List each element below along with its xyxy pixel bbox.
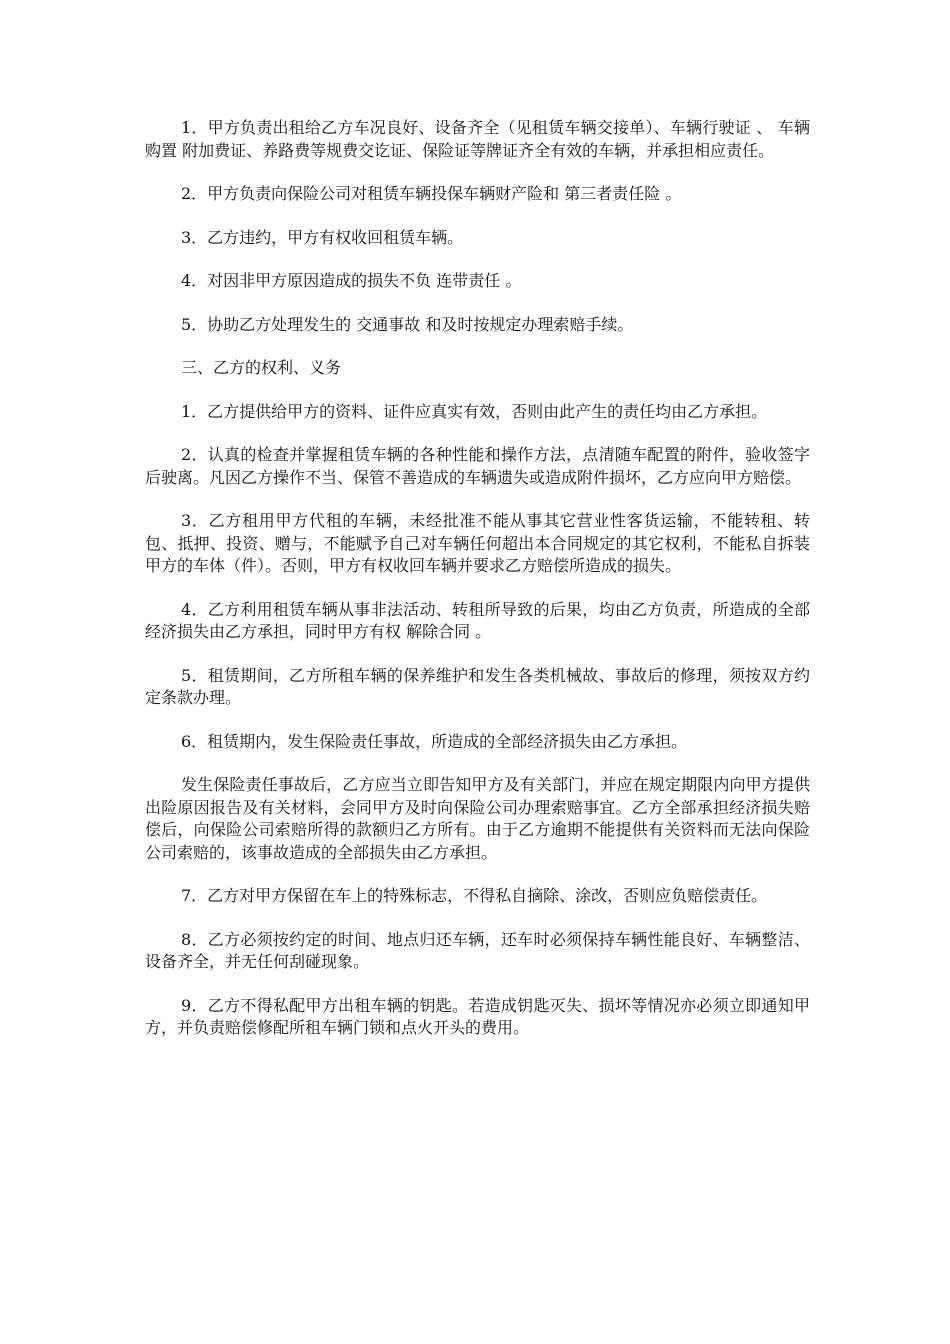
clause-b-6-detail: 发生保险责任事故后，乙方应当立即告知甲方及有关部门，并应在规定期限内向甲方提供出险原因报告及有关材料，会同甲方及时向保险公司办理索赔事宜。乙方全部承担经济损失赔偿后，向保险公司索赔所得的款额归乙方所有。由于乙方逾期不能提供有关资料而无法向保险公司索赔的，该事故造成的全部损失由乙方承担。: [145, 775, 810, 862]
clause-a-4: 4．对因非甲方原因造成的损失不负 连带责任 。: [181, 271, 522, 290]
clause-a-2: 2．甲方负责向保险公司对租赁车辆投保车辆财产险和 第三者责任险 。: [181, 184, 682, 203]
clause-a-5: 5．协助乙方处理发生的 交通事故 和及时按规定办理索赔手续。: [181, 314, 634, 334]
clause-b-7: 7．乙方对甲方保留在车上的特殊标志，不得私自摘除、涂改，否则应负赔偿责任。: [181, 886, 768, 905]
clause-b-4: 4．乙方利用租赁车辆从事非法活动、转租所导致的后果，均由乙方负责，所造成的全部经济损失由乙方承担，同时甲方有权 解除合同 。: [145, 599, 810, 641]
clause-b-3: 3．乙方租用甲方代租的车辆，未经批准不能从事其它营业性客货运输，不能转租、转包、抵押、投资、赠与，不能赋予自己对车辆任何超出本合同规定的其它权利，不能私自拆装甲方的车体（件）。否则，甲方有权收回车辆并要求乙方赔偿所造成的损失。: [145, 511, 810, 575]
clause-b-1: 1．乙方提供给甲方的资料、证件应真实有效，否则由此产生的责任均由乙方承担。: [181, 401, 768, 421]
clause-a-3: 3．乙方违约，甲方有权收回租赁车辆。: [181, 227, 464, 247]
document-body: [145, 117, 810, 1061]
clause-b-8: 8．乙方必须按约定的时间、地点归还车辆，还车时必须保持车辆性能良好、车辆整洁、设备齐全，并无任何刮碰现象。: [145, 929, 810, 971]
clause-b-5: 5．租赁期间，乙方所租车辆的保养维护和发生各类机械故、事故后的修理，须按双方约定条款办理。: [145, 665, 810, 707]
clause-b-6: 6．租赁期内，发生保险责任事故，所造成的全部经济损失由乙方承担。: [181, 731, 688, 751]
clause-a-1: 1．甲方负责出租给乙方车况良好、设备齐全（见租赁车辆交接单）、车辆行驶证 、 车辆购置 附加费证、养路费等规费交讫证、保险证等牌证齐全有效的车辆，并承担相应责任。: [145, 118, 810, 160]
clause-b-2: 2．认真的检查并掌握租赁车辆的各种性能和操作方法，点清随车配置的附件，验收签字后驶离。凡因乙方操作不当、保管不善造成的车辆遗失或造成附件损坏，乙方应向甲方赔偿。: [145, 445, 810, 487]
section-heading-party-b: 三、乙方的权利、义务: [181, 358, 342, 377]
clause-b-9: 9．乙方不得私配甲方出租车辆的钥匙。若造成钥匙灭失、损坏等情况亦必须立即通知甲方，并负责赔偿修配所租车辆门锁和点火开头的费用。: [145, 995, 810, 1037]
